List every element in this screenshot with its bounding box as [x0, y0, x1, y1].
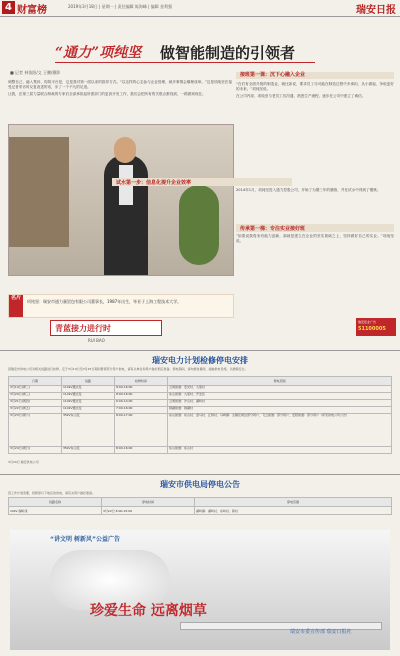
table-cell: 东山街道：东山村: [168, 447, 392, 454]
page-header: [0, 0, 400, 17]
schedule-title: 瑞安电力计划检修停电安排: [152, 355, 248, 365]
name-card-tag: 名片: [9, 295, 23, 317]
table-cell: 3月22日 8:00-15:00: [102, 507, 195, 515]
table-header: 检修时间: [115, 377, 168, 386]
table-cell: 110kV通达变: [62, 407, 115, 414]
psa-header: “讲文明 树新风”公益广告: [50, 536, 120, 543]
person-head: [114, 137, 136, 163]
table-cell: 8:00-16:00: [115, 393, 168, 400]
table-cell: 8:00-16:00: [115, 386, 168, 393]
headline-quote: “通力”项纯坚: [55, 45, 142, 61]
table-cell: 东山街道：东山村、金马村、江桥村、马屿镇：全镇及周边部分用户，飞云街道：部分用户，安阳街道：部分用户（详见供电公司公告）: [168, 414, 392, 447]
table-cell: 锦湖街道：锦湖村: [168, 407, 392, 414]
schedule-table: [8, 376, 392, 454]
article-right-column: [236, 70, 394, 99]
headline-main: 做智能制造的引领者: [160, 44, 296, 62]
table-cell: 6:00-14:00: [115, 400, 168, 407]
table-cell: 3月21日(周四): [9, 400, 62, 407]
table-cell: 8:00-17:00: [115, 414, 168, 447]
public-service-ad: [10, 530, 390, 650]
table-cell: 35kV东山变: [62, 447, 115, 454]
subheading-text: 接班第一课：沉下心融入企业: [240, 72, 306, 78]
table-cell: 云周街道：沙山村、湖岭村: [168, 400, 392, 407]
table-cell: 110kV通达变: [62, 400, 115, 407]
table-cell: 东山街道：九里村、开发区: [168, 393, 392, 400]
subheading: [236, 72, 394, 80]
table-header-row: [9, 498, 392, 507]
table-header: 停电范围: [168, 377, 392, 386]
ad-text: 瑞安报业广告: [358, 320, 377, 324]
table-cell: 110kV通达变: [62, 386, 115, 393]
ad-number: 51100005: [358, 326, 386, 332]
notice-table: [8, 497, 392, 515]
paragraph: 在公司内部，项纯坚与老员工们沟通，熟悉生产流程，逐步在公司中建立了威信。: [236, 94, 366, 98]
name-card: [8, 294, 234, 318]
psa-organization: 瑞安市委宣传部 瑞安日报社: [290, 629, 352, 635]
divider: [0, 474, 400, 475]
portrait-photo: [8, 124, 234, 276]
column-badge: [50, 320, 162, 336]
table-cell: 110kV通达变: [62, 393, 115, 400]
column-badge-sub: RUI BAO: [88, 338, 105, 343]
header-meta: 2019年3月18日 | 星期一 | 责任编辑 陈海峰 | 编辑 金利强: [68, 4, 173, 9]
table-cell: 3月23日(周六): [9, 414, 62, 447]
table-cell: 云周街道：宏光村、九里村: [168, 386, 392, 393]
page-number: 4: [2, 1, 15, 14]
table-cell: 3月19日(周二): [9, 386, 62, 393]
table-header: 停电时间: [102, 498, 195, 507]
byline: ■ 记者 林依阳/文 王鹏/摄影: [10, 70, 61, 75]
table-row: [9, 507, 392, 515]
subheading-text: 传承第一梯：专注实业接好班: [240, 226, 306, 232]
paragraph: 2014年1月，项纯坚进入通力控股公司，开始了为期三年的磨练，并在试水中得到了锻炼。: [236, 188, 381, 192]
bookshelf: [9, 137, 69, 247]
section-title: 财富榜: [17, 5, 47, 16]
notice-description: 因工作计划需要，将暂停以下地区的供电，请有关用户做好准备。: [8, 491, 96, 495]
table-header: 停电范围: [195, 498, 392, 507]
table-header: 日期: [9, 377, 62, 386]
column-badge-title: 青蓝接力进行时: [55, 323, 111, 333]
table-cell: 8:00-16:00: [115, 447, 168, 454]
table-cell: 35kV东山变: [62, 414, 115, 447]
paragraph: 调整自己、融入集体、构筑平台是，这是我对第一面以来的指导方式。“以这样的心态参与企业管理，就多事情会顺理成章。”这是项纯坚在接受记者采访时反复表述的话，步了一个不凡的足迹。: [8, 80, 232, 89]
ad-box: [356, 318, 396, 336]
notice-title: 瑞安市供电局停电公告: [160, 479, 240, 489]
divider: [0, 350, 400, 351]
name-card-text: 项纯坚：瑞安市通力量贸包有限公司董事长，1987年出生，毕业于上海工程技术大学。: [27, 299, 182, 304]
table-row: [9, 447, 392, 454]
article-left-column: [8, 80, 232, 97]
schedule-note: 3月20日 瑞安供电公司: [8, 460, 39, 464]
table-cell: 3月24日(周日): [9, 447, 62, 454]
subheading: [112, 178, 292, 186]
schedule-description: 因瑞安市供电公司对相关线路进行检修，定于3月19日至3月25日期间暂停部分用户供电，请有关单位和用户做好相应准备。停电期间，请勿擅自攀爬、接触供电设施，以确保安全。: [8, 367, 248, 371]
psa-slogan: 珍爱生命 远离烟草: [90, 603, 207, 619]
table-cell: 湖岭镇：湖岭村、东岭村、新村: [195, 507, 392, 515]
paragraph: “在们有全面开展的制造业，就比如说，要求员工尽可能在制造过程中多承担，从小做起，争取更好的未来。”项纯坚说。: [236, 82, 394, 91]
table-cell: 3月22日(周五): [9, 407, 62, 414]
table-cell: 3月20日(周三): [9, 393, 62, 400]
table-row: [9, 414, 392, 447]
paragraph: “如果说我将来有能力创新，那就是建立在企业的坚实基础之上，坚持做好自己的实业。”项纯坚说。: [236, 234, 394, 243]
subheading: [236, 224, 394, 232]
table-header: 线路名称: [9, 498, 102, 507]
masthead-logo: 瑞安日报: [356, 5, 396, 16]
table-header: 线路: [62, 377, 115, 386]
table-cell: 10kV 湖岭线: [9, 507, 102, 515]
headline-underline: [55, 62, 315, 63]
paragraph: 让我，在第三届力量联合制裁的专家们全部承担起所需部门的更高开发工作，我们会把所有的关联点都找到，一路做到现在。: [8, 92, 206, 96]
plant: [179, 185, 219, 265]
table-cell: 7:00-16:00: [115, 407, 168, 414]
subheading-text: 试水第一步：信息化提升企业效率: [116, 180, 192, 186]
headline: [55, 42, 375, 64]
